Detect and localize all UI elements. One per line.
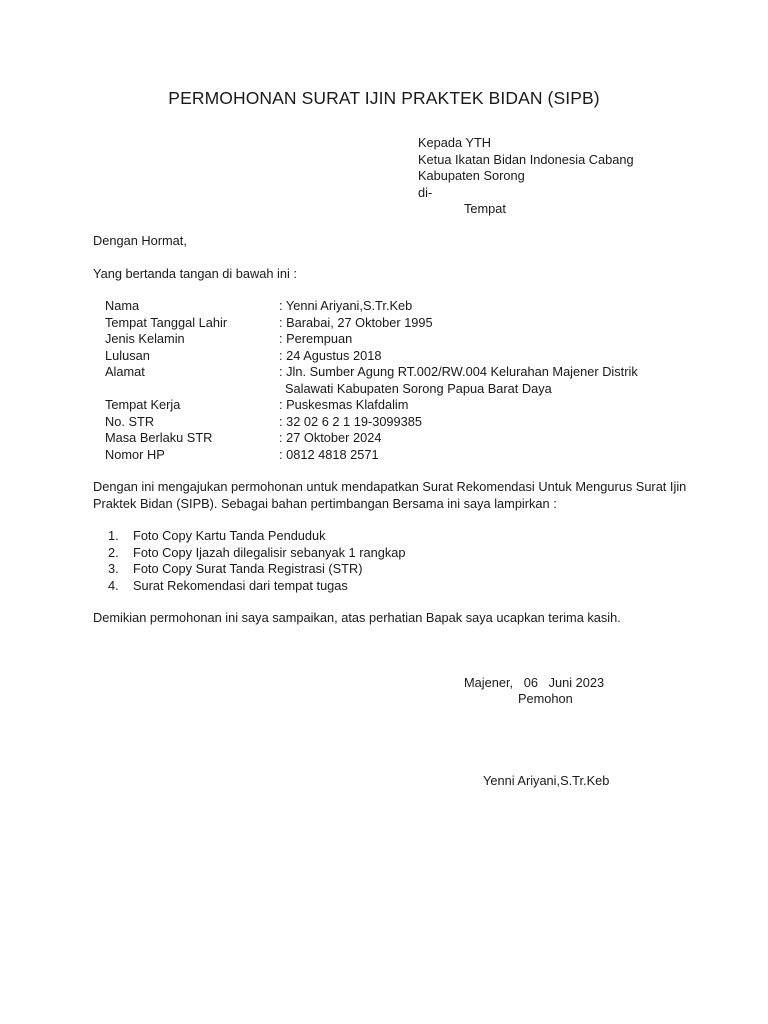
field-row-jenis-kelamin — [105, 331, 638, 348]
list-item — [108, 561, 405, 578]
field-row-no-str — [105, 414, 638, 431]
field-row-ttl — [105, 315, 638, 332]
field-value: : Perempuan — [279, 331, 353, 346]
applicant-label: Pemohon — [518, 691, 573, 706]
field-row-nomor-hp — [105, 447, 638, 464]
field-label: No. STR — [105, 413, 155, 429]
list-number: 1. — [108, 528, 119, 543]
addressee-line: Kepada YTH — [418, 135, 492, 150]
list-item — [108, 528, 405, 545]
attachment-list — [108, 528, 405, 594]
addressee-line: Tempat — [464, 201, 506, 216]
list-number: 2. — [108, 544, 119, 560]
list-text: Surat Rekomendasi dari tempat tugas — [133, 577, 348, 593]
list-text: Foto Copy Kartu Tanda Penduduk — [133, 528, 326, 543]
field-row-tempat-kerja — [105, 397, 638, 414]
list-text: Foto Copy Surat Tanda Registrasi (STR) — [133, 561, 363, 576]
list-item — [108, 545, 405, 562]
field-value: : Puskesmas Klafdalim — [279, 397, 409, 412]
field-value: : 24 Agustus 2018 — [279, 347, 382, 363]
document-title: PERMOHONAN SURAT IJIN PRAKTEK BIDAN (SIPB) — [168, 88, 600, 108]
closing-text: Demikian permohonan ini saya sampaikan, atas perhatian Bapak saya ucapkan terima kasih. — [93, 610, 621, 625]
field-value: : Barabai, 27 Oktober 1995 — [279, 314, 433, 330]
greeting: Dengan Hormat, — [93, 233, 187, 248]
field-row-masa-berlaku — [105, 430, 638, 447]
list-number: 3. — [108, 561, 119, 576]
field-row-nama — [105, 298, 638, 315]
list-item — [108, 578, 405, 595]
field-value-group — [279, 364, 638, 397]
signature-name: Yenni Ariyani,S.Tr.Keb — [483, 773, 610, 788]
addressee-line: Ketua Ikatan Bidan Indonesia Cabang — [418, 151, 634, 167]
field-value: : Yenni Ariyani,S.Tr.Keb — [279, 298, 413, 313]
addressee-block — [418, 135, 634, 218]
field-label: Jenis Kelamin — [105, 331, 185, 346]
intro-text: Yang bertanda tangan di bawah ini : — [93, 266, 297, 281]
field-label: Nama — [105, 298, 140, 313]
field-label: Tempat Tanggal Lahir — [105, 314, 228, 330]
body-paragraph: Dengan ini mengajukan permohonan untuk mendapatkan Surat Rekomendasi Untuk Mengurus Surat Ijin Praktek Bidan (SIPB). Sebagai bahan pertimbangan Bersama ini saya lampirkan : — [93, 479, 687, 511]
field-value: : 32 02 6 2 1 19-3099385 — [279, 413, 423, 429]
field-label: Alamat — [105, 364, 145, 379]
field-label: Masa Berlaku STR — [105, 430, 213, 445]
field-label: Nomor HP — [105, 446, 165, 462]
applicant-fields — [105, 298, 638, 463]
field-value: : 27 Oktober 2024 — [279, 430, 382, 445]
field-label: Lulusan — [105, 347, 150, 363]
addressee-line: di- — [418, 184, 433, 200]
field-label: Tempat Kerja — [105, 397, 181, 412]
list-text: Foto Copy Ijazah dilegalisir sebanyak 1 rangkap — [133, 544, 406, 560]
field-row-lulusan — [105, 348, 638, 365]
field-value-continued: Salawati Kabupaten Sorong Papua Barat Daya — [285, 380, 552, 396]
addressee-line: Kabupaten Sorong — [418, 168, 525, 183]
list-number: 4. — [108, 577, 119, 593]
field-value: : Jln. Sumber Agung RT.002/RW.004 Kelurahan Majener Distrik — [279, 364, 638, 379]
place-date: Majener, 06 Juni 2023 — [464, 675, 605, 690]
field-row-alamat — [105, 364, 638, 397]
field-value: : 0812 4818 2571 — [279, 446, 379, 462]
